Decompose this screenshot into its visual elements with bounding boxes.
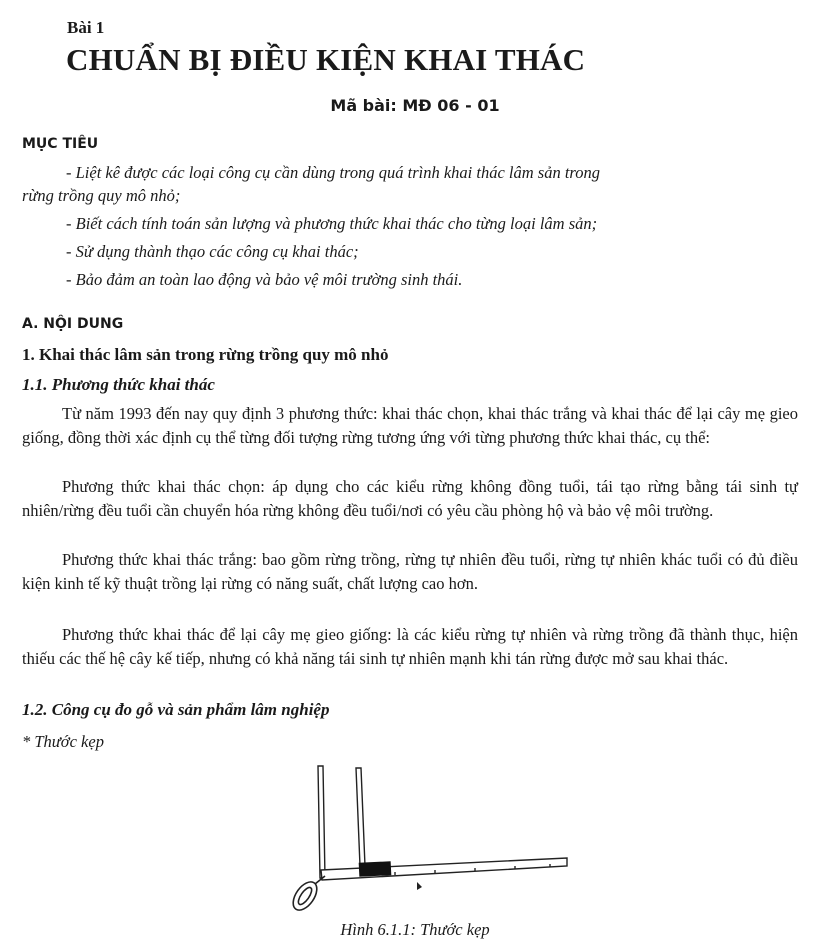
slider-block bbox=[359, 861, 392, 877]
section-1-1-title: 1.1. Phương thức khai thác bbox=[22, 375, 215, 394]
paragraph-2: Phương thức khai thác chọn: áp dụng cho các kiểu rừng không đồng tuổi, tái tạo rừng bằng tái sinh tự nhiên/rừng đều tuổi cần chuyển hóa rừng không đều tuổi/nơi có yêu cầu phòng hộ và bảo vệ môi trường. bbox=[22, 477, 798, 520]
objective-item-4: - Bảo đảm an toàn lao động và bảo vệ môi trường sinh thái. bbox=[66, 270, 463, 289]
lesson-number: Bài 1 bbox=[67, 18, 105, 37]
movable-jaw bbox=[356, 768, 365, 866]
objective-item-2: - Biết cách tính toán sản lượng và phương thức khai thác cho từng loại lâm sản; bbox=[66, 214, 598, 233]
module-code: Mã bài: MĐ 06 - 01 bbox=[330, 96, 500, 115]
content-heading: A. NỘI DUNG bbox=[22, 316, 124, 332]
graduated-bar bbox=[321, 858, 567, 880]
section-1-title: 1. Khai thác lâm sản trong rừng trồng quy mô nhỏ bbox=[22, 345, 389, 364]
objective-item-1-line-1: - Liệt kê được các loại công cụ cần dùng trong quá trình khai thác lâm sản trong bbox=[66, 163, 600, 182]
lesson-title: CHUẨN BỊ ĐIỀU KIỆN KHAI THÁC bbox=[66, 42, 586, 77]
objective-item-3: - Sử dụng thành thạo các công cụ khai thác; bbox=[66, 242, 359, 261]
paragraph-1: Từ năm 1993 đến nay quy định 3 phương thức: khai thác chọn, khai thác trắng và khai thác để lại cây mẹ gieo giống, đồng thời xác định cụ thể từng đối tượng rừng tương ứng với từng phương thức khai thác, cụ thể: bbox=[22, 404, 798, 447]
handle-loop bbox=[288, 876, 325, 914]
fixed-jaw bbox=[318, 766, 325, 878]
objective-item-1-line-2: rừng trồng quy mô nhỏ; bbox=[22, 186, 181, 205]
paragraph-3: Phương thức khai thác trắng: bao gồm rừng trồng, rừng tự nhiên đều tuổi, rừng tự nhiên khác tuổi có đủ điều kiện kinh tế kỹ thuật trồng lại rừng có năng suất, chất lượng cao hơn. bbox=[22, 550, 798, 593]
caliper-illustration bbox=[285, 758, 585, 918]
screw-mark bbox=[417, 882, 422, 890]
paragraph-4: Phương thức khai thác để lại cây mẹ gieo giống: là các kiểu rừng tự nhiên và rừng trồng đã thành thục, hiện thiếu các thế hệ cây kế tiếp, nhưng có khả năng tái sinh tự nhiên mạnh khi tán rừng được mở sau khai thác. bbox=[22, 625, 798, 668]
figure-caption: Hình 6.1.1: Thước kẹp bbox=[340, 920, 490, 939]
section-1-2-title: 1.2. Công cụ đo gỗ và sản phẩm lâm nghiệp bbox=[22, 700, 330, 719]
objectives-heading: MỤC TIÊU bbox=[22, 136, 99, 152]
caliper-note: * Thước kẹp bbox=[22, 732, 104, 751]
